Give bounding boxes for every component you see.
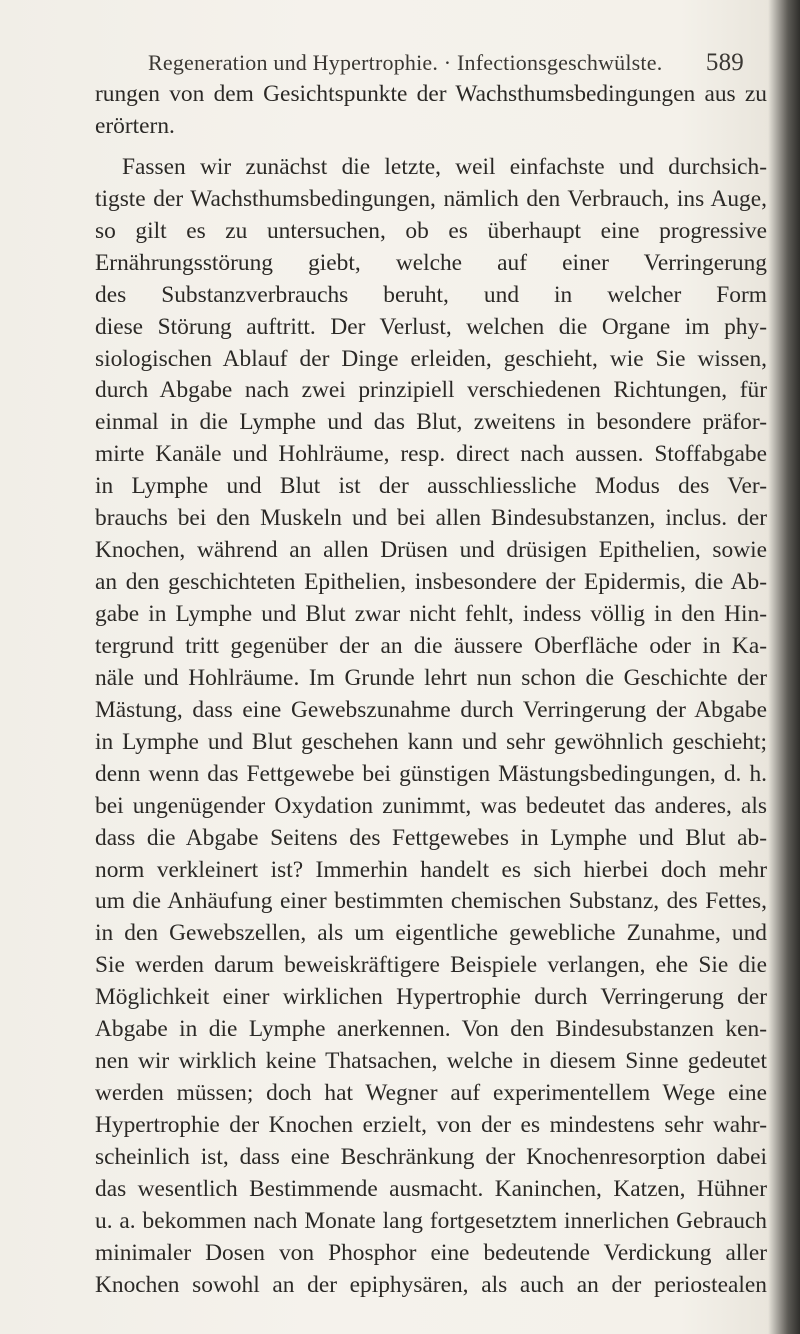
text-line: Hypertrophie der Knochen erzielt, von der es mindestens sehr wahr- bbox=[95, 1112, 767, 1138]
text-line: gabe in Lymphe und Blut zwar nicht fehlt, indess völlig in den Hin- bbox=[95, 601, 767, 627]
text-line: scheinlich ist, dass eine Beschränkung der Knochenresorption dabei bbox=[95, 1143, 767, 1170]
page-number: 589 bbox=[705, 49, 744, 76]
paragraph bbox=[95, 152, 767, 1302]
text-line: tergrund tritt gegenüber der an die äussere Oberfläche oder in Ka- bbox=[95, 632, 767, 659]
text-line: an den geschichteten Epithelien, insbesondere der Epidermis, die Ab- bbox=[95, 569, 767, 596]
text-line: in Lymphe und Blut geschehen kann und sehr gewöhnlich geschieht; bbox=[95, 728, 767, 755]
text-line: Knochen, während an allen Drüsen und drüsigen Epithelien, sowie bbox=[95, 537, 767, 564]
text-line: minimaler Dosen von Phosphor eine bedeutende Verdickung aller bbox=[95, 1239, 767, 1266]
text-line: in Lymphe und Blut ist der ausschliessliche Modus des Ver- bbox=[95, 473, 767, 500]
text-line: diese Störung auftritt. Der Verlust, welchen die Organe im phy- bbox=[95, 313, 767, 340]
text-line: Mästung, dass eine Gewebszunahme durch Verringerung der Abgabe bbox=[95, 696, 767, 723]
text-line: bei ungenügender Oxydation zunimmt, was bedeutet das anderes, als bbox=[95, 792, 767, 819]
text-line: brauchs bei den Muskeln und bei allen Bindesubstanzen, inclus. der bbox=[95, 505, 767, 532]
text-line: siologischen Ablauf der Dinge erleiden, geschieht, wie Sie wissen, bbox=[95, 345, 767, 372]
running-title: Regeneration und Hypertrophie. · Infectionsgeschwülste. bbox=[148, 50, 663, 75]
text-line: Ernährungsstörung giebt, welche auf einer Verringerung bbox=[95, 249, 767, 276]
text-line: erörtern. bbox=[95, 112, 175, 139]
text-line: Abgabe in die Lymphe anerkennen. Von den Bindesubstanzen ken- bbox=[95, 1016, 767, 1043]
text-line: dass die Abgabe Seitens des Fettgewebes in Lymphe und Blut ab- bbox=[95, 824, 767, 851]
text-line: norm verkleinert ist? Immerhin handelt es sich hierbei doch mehr bbox=[95, 856, 767, 883]
text-line: so gilt es zu untersuchen, ob es überhaupt eine progressive bbox=[95, 217, 767, 244]
text-line: werden müssen; doch hat Wegner auf experimentellem Wege eine bbox=[95, 1080, 767, 1107]
text-line: u. a. bekommen nach Monate lang fortgesetztem innerlichen Gebrauch bbox=[95, 1207, 767, 1234]
text-line: tigste der Wachsthumsbedingungen, nämlich den Verbrauch, ins Auge, bbox=[95, 185, 767, 212]
text-line: das wesentlich Bestimmende ausmacht. Kaninchen, Katzen, Hühner bbox=[95, 1175, 767, 1202]
running-head bbox=[148, 50, 744, 80]
text-line: des Substanzverbrauchs beruht, und in welcher Form bbox=[95, 281, 767, 308]
text-line: einmal in die Lymphe und das Blut, zweitens in besondere präfor- bbox=[95, 409, 767, 436]
text-line: rungen von dem Gesichtspunkte der Wachsthumsbedingungen aus zu bbox=[95, 81, 767, 107]
text-line: mirte Kanäle und Hohlräume, resp. direct nach aussen. Stoffabgabe bbox=[95, 441, 767, 468]
text-line: durch Abgabe nach zwei prinzipiell verschiedenen Richtungen, für bbox=[95, 377, 767, 404]
paragraph bbox=[95, 79, 767, 143]
text-line: Knochen sowohl an der epiphysären, als auch an der periostealen bbox=[95, 1271, 767, 1298]
text-line: Sie werden darum beweiskräftigere Beispiele verlangen, ehe Sie die bbox=[95, 952, 767, 979]
text-line: um die Anhäufung einer bestimmten chemischen Substanz, des Fettes, bbox=[95, 888, 767, 915]
text-line: denn wenn das Fettgewebe bei günstigen Mästungsbedingungen, d. h. bbox=[95, 760, 767, 787]
text-line: Fassen wir zunächst die letzte, weil einfachste und durchsich- bbox=[122, 153, 767, 180]
text-line: näle und Hohlräume. Im Grunde lehrt nun schon die Geschichte der bbox=[95, 664, 767, 691]
body-text bbox=[95, 79, 767, 1302]
text-line: Möglichkeit einer wirklichen Hypertrophie durch Verringerung der bbox=[95, 984, 767, 1011]
text-line: in den Gewebszellen, als um eigentliche gewebliche Zunahme, und bbox=[95, 920, 767, 947]
text-line: nen wir wirklich keine Thatsachen, welche in diesem Sinne gedeutet bbox=[95, 1048, 767, 1075]
